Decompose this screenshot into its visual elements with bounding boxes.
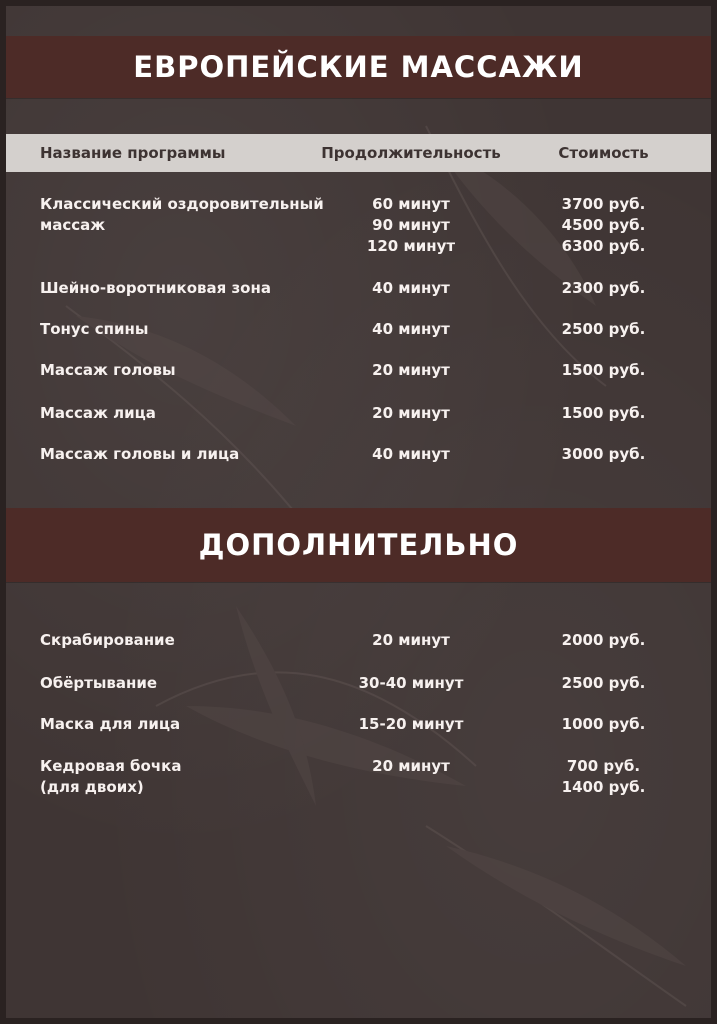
duration-value: 30-40 минут (358, 674, 464, 692)
duration-cell (306, 194, 516, 257)
duration-cell (306, 360, 516, 381)
price-cell (546, 403, 661, 424)
price-cell (546, 714, 661, 735)
price-value: 1400 руб. (561, 778, 646, 796)
duration-value: 40 минут (372, 279, 450, 297)
section-title-additional: ДОПОЛНИТЕЛЬНО (198, 528, 519, 562)
duration-value: 20 минут (372, 631, 450, 649)
header-duration: Продолжительность (321, 144, 501, 162)
price-value: 2500 руб. (561, 320, 646, 338)
price-value: 1000 руб. (561, 715, 646, 733)
price-value: 1500 руб. (561, 361, 646, 379)
duration-cell (306, 714, 516, 735)
price-value: 3700 руб. (561, 195, 646, 213)
program-name: Массаж лица (40, 404, 156, 422)
program-name: Маска для лица (40, 715, 181, 733)
duration-value: 20 минут (372, 361, 450, 379)
price-cell (546, 630, 661, 651)
duration-value: 60 минут (372, 195, 450, 213)
duration-value: 40 минут (372, 445, 450, 463)
price-cell (546, 673, 661, 694)
price-cell (546, 360, 661, 381)
duration-value: 20 минут (372, 404, 450, 422)
price-cell (546, 319, 661, 340)
price-value: 1500 руб. (561, 404, 646, 422)
program-name: Массаж головы (40, 361, 176, 379)
price-value: 700 руб. (566, 757, 641, 775)
price-cell (546, 278, 661, 299)
duration-cell (306, 673, 516, 694)
duration-cell (306, 444, 516, 465)
section-title-european: ЕВРОПЕЙСКИЕ МАССАЖИ (133, 50, 584, 84)
program-name: Кедровая бочка (для двоих) (40, 757, 182, 796)
section-title-band-additional (6, 508, 711, 582)
duration-cell (306, 756, 516, 777)
duration-value: 90 минут (372, 216, 450, 234)
duration-cell (306, 278, 516, 299)
program-name: Классический оздоровительный массаж (40, 195, 324, 234)
price-value: 2500 руб. (561, 674, 646, 692)
price-value: 2000 руб. (561, 631, 646, 649)
header-price: Стоимость (558, 144, 649, 162)
price-value: 3000 руб. (561, 445, 646, 463)
duration-value: 15-20 минут (358, 715, 464, 733)
duration-cell (306, 630, 516, 651)
duration-cell (306, 403, 516, 424)
section-title-band-european (6, 36, 711, 98)
program-name: Шейно-воротниковая зона (40, 279, 271, 297)
header-name: Название программы (40, 144, 226, 162)
price-cell (546, 444, 661, 465)
duration-value: 40 минут (372, 320, 450, 338)
duration-value: 20 минут (372, 757, 450, 775)
program-name: Тонус спины (40, 320, 149, 338)
table-header (6, 134, 711, 172)
duration-cell (306, 319, 516, 340)
duration-value: 120 минут (366, 237, 456, 255)
program-name: Обёртывание (40, 674, 158, 692)
price-cell (546, 194, 661, 257)
price-cell (546, 756, 661, 798)
program-name: Массаж головы и лица (40, 445, 240, 463)
price-value: 6300 руб. (561, 237, 646, 255)
price-value: 4500 руб. (561, 216, 646, 234)
program-name: Скрабирование (40, 631, 175, 649)
price-value: 2300 руб. (561, 279, 646, 297)
